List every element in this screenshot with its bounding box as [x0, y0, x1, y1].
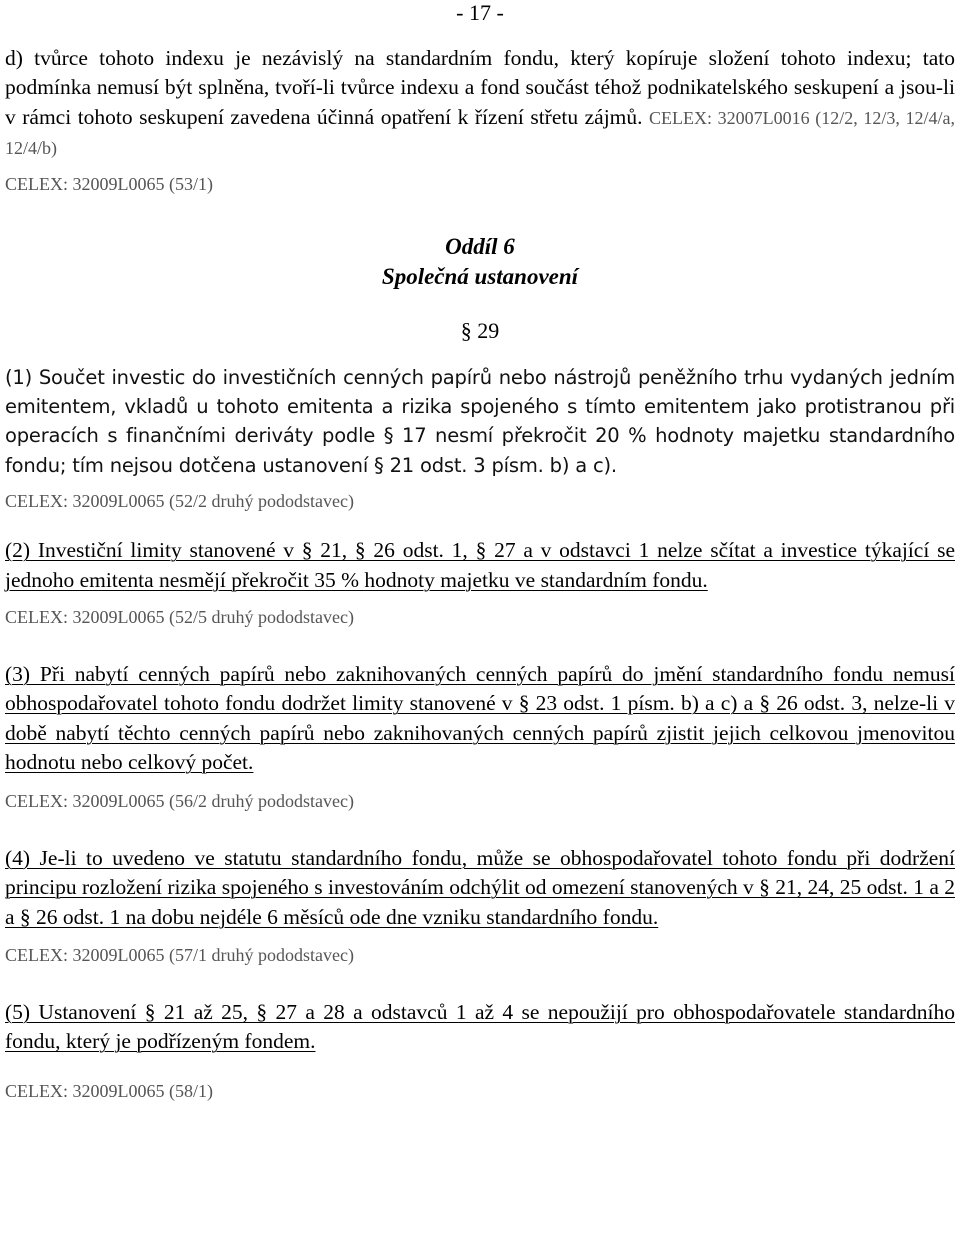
clause-2 [5, 536, 955, 629]
document-page [5, 0, 955, 1103]
clause-2-text: (2) Investiční limity stanovené v § 21, § 26 odst. 1, § 27 a v odstavci 1 nelze sčítat a investice týkající se jednoho emitenta nesmějí překročit 35 % hodnoty majetku ve standardním fondu. [5, 538, 955, 592]
paragraph-mark: § 29 [460, 317, 500, 343]
celex-reference: CELEX: 32009L0065 (52/5 druhý pododstavec) [5, 607, 354, 628]
celex-reference: CELEX: 32009L0065 (52/2 druhý pododstavec) [5, 491, 354, 512]
clause-3-text: (3) Při nabytí cenných papírů nebo zaknihovaných cenných papírů do jmění standardního fondu nemusí obhospodařovatel tohoto fondu dodržet limity stanovené v § 23 odst. 1 písm. b) a c) a § 26 odst. 3, nelze-li v době nabytí těchto cenných papírů nebo zaknihovaných cenných papírů zjistit jejich celkovou jmenovitou hodnotu nebo celkový počet. [5, 662, 955, 775]
celex-reference: CELEX: 32009L0065 (57/1 druhý pododstavec) [5, 944, 354, 965]
clause-5 [5, 998, 955, 1103]
clause-5-text: (5) Ustanovení § 21 až 25, § 27 a 28 a odstavců 1 až 4 se nepoužijí pro obhospodařovatele standardního fondu, který je podřízeným fondem. [5, 999, 955, 1054]
celex-reference: CELEX: 32009L0065 (53/1) [5, 173, 213, 194]
page-number: - 17 - [456, 0, 504, 25]
clause-1 [5, 363, 955, 514]
paragraph-d-text: d) tvůrce tohoto indexu je nezávislý na standardním fondu, který kopíruje složení tohoto indexu; tato podmínka nemusí být splněna, tvoří-li tvůrce indexu a fond součást téhož podnikatelského seskupení a jsou-li v rámci tohoto seskupení zavedena účinná opatření k řízení střetu zájmů. [5, 46, 955, 129]
clause-3 [5, 660, 955, 813]
section-subtitle: Společná ustanovení [381, 263, 579, 289]
section-header [5, 232, 955, 345]
clause-1-text: (1) Součet investic do investičních cenných papírů nebo nástrojů peněžního trhu vydaných jedním emitentem, vkladů u tohoto emitenta a rizika spojeného s tímto emitentem jako protistranou při operacích s finančními deriváty podle § 17 nesmí překročit 20 % hodnoty majetku standardního fondu; tím nejsou dotčena ustanovení § 21 odst. 3 písm. b) a c). [5, 365, 955, 477]
celex-reference: CELEX: 32009L0065 (56/2 druhý pododstavec) [5, 790, 354, 811]
section-title: Oddíl 6 [445, 233, 515, 259]
clause-4-text: (4) Je-li to uvedeno ve statutu standardního fondu, může se obhospodařovatel tohoto fondu při dodržení principu rozložení rizika spojeného s investováním odchýlit od omezení stanovených v § 21, 24, 25 odst. 1 a 2 a § 26 odst. 1 na dobu nejdéle 6 měsíců ode dne vzniku standardního fondu. [5, 845, 955, 929]
celex-reference: CELEX: 32007L0016 (12/2, 12/3, 12/4/a, 12/4/b) [5, 107, 955, 159]
celex-reference: CELEX: 32009L0065 (58/1) [5, 1080, 213, 1101]
paragraph-d [5, 44, 955, 164]
clause-4 [5, 844, 955, 967]
